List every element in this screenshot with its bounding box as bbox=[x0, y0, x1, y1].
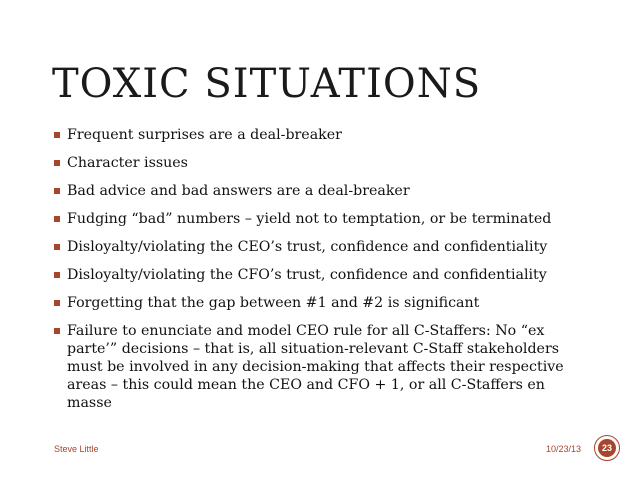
bullet-text: Character issues bbox=[67, 155, 188, 171]
square-bullet-icon bbox=[54, 328, 60, 334]
page-number: 23 bbox=[598, 439, 616, 457]
bullet-text: Disloyalty/violating the CEO’s trust, confidence and confidentiality bbox=[67, 239, 548, 255]
footer-author: Steve Little bbox=[54, 444, 99, 454]
bullet-list bbox=[54, 126, 594, 422]
bullet-text: Disloyalty/violating the CFO’s trust, confidence and confidentiality bbox=[67, 267, 547, 283]
footer-date: 10/23/13 bbox=[546, 444, 582, 454]
bullet-item bbox=[54, 210, 594, 228]
square-bullet-icon bbox=[54, 272, 60, 278]
square-bullet-icon bbox=[54, 216, 60, 222]
bullet-item bbox=[54, 266, 594, 284]
bullet-text: Forgetting that the gap between #1 and #2 is significant bbox=[67, 295, 480, 311]
bullet-text: Frequent surprises are a deal-breaker bbox=[67, 127, 342, 143]
bullet-text: Bad advice and bad answers are a deal-breaker bbox=[67, 183, 410, 199]
square-bullet-icon bbox=[54, 160, 60, 166]
square-bullet-icon bbox=[54, 300, 60, 306]
bullet-text: Failure to enunciate and model CEO rule for all C-Staffers: No “ex parte’” decisions – that is, all situation-relevant C-Staff stakeholders must be involved in any decision-making that affects their respective areas – this could mean the CEO and CFO + 1, or all C-Staffers en masse bbox=[67, 323, 564, 411]
bullet-item bbox=[54, 182, 594, 200]
square-bullet-icon bbox=[54, 188, 60, 194]
bullet-item bbox=[54, 238, 594, 256]
bullet-item bbox=[54, 294, 594, 312]
bullet-item bbox=[54, 322, 594, 412]
square-bullet-icon bbox=[54, 244, 60, 250]
page-number-badge bbox=[594, 435, 620, 461]
square-bullet-icon bbox=[54, 132, 60, 138]
bullet-item bbox=[54, 154, 594, 172]
bullet-item bbox=[54, 126, 594, 144]
bullet-text: Fudging “bad” numbers – yield not to temptation, or be terminated bbox=[67, 211, 552, 227]
slide-title: TOXIC SITUATIONS bbox=[52, 61, 482, 107]
